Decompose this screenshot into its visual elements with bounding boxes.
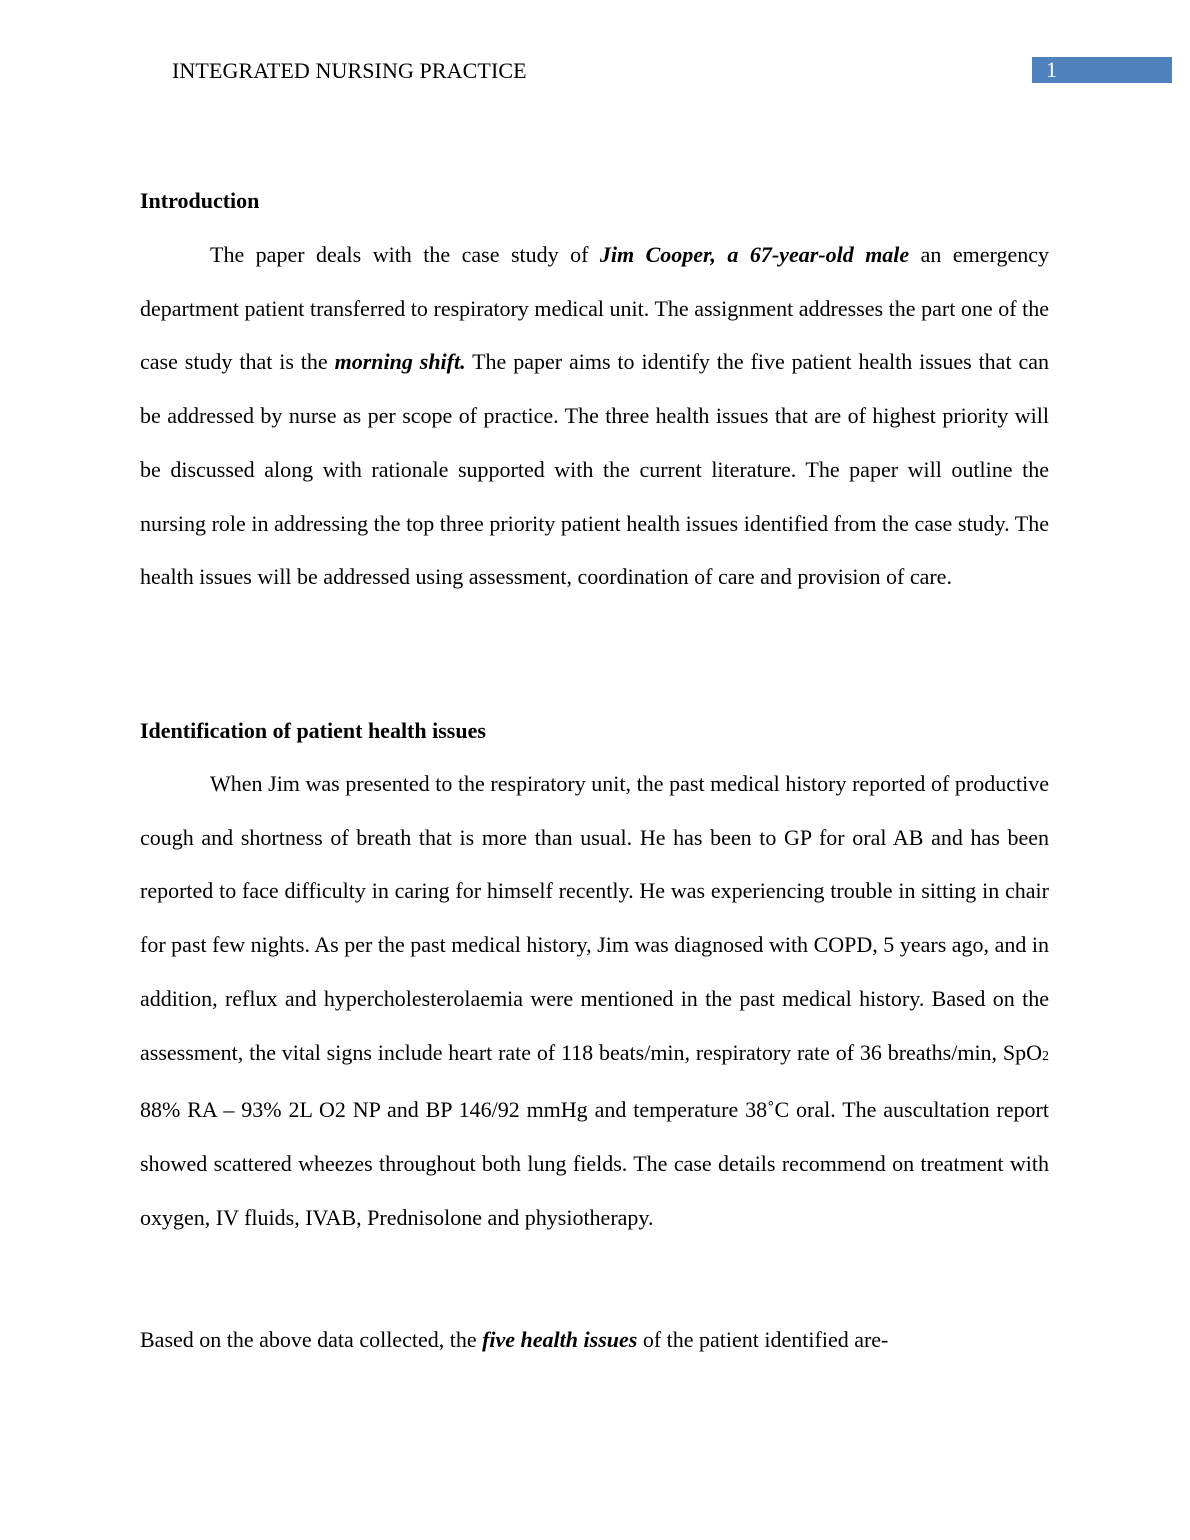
summary-sentence xyxy=(140,1313,1049,1367)
intro-text-2: an emergency department patient transferred to respiratory medical unit. The assignment addresses the part one of the case study that is the xyxy=(140,242,1050,375)
summary-text-2: of the patient identified are- xyxy=(637,1327,889,1352)
patient-name-emphasis: Jim Cooper, a 67-year-old male xyxy=(599,242,910,267)
introduction-paragraph xyxy=(140,228,1049,604)
identification-paragraph xyxy=(140,757,1049,1244)
page-number: 1 xyxy=(1046,57,1057,82)
identification-text-2: 88% RA – 93% 2L O2 NP and BP 146/92 mmHg and temperature 38˚C oral. The auscultation report showed scattered wheezes throughout both lung fields. The case details recommend on treatment with oxygen, IV fluids, IVAB, Prednisolone and physiotherapy. xyxy=(140,1097,1049,1230)
running-header-title: INTEGRATED NURSING PRACTICE xyxy=(172,58,527,83)
five-health-issues-emphasis: five health issues xyxy=(482,1327,638,1352)
introduction-heading: Introduction xyxy=(140,188,260,213)
identification-heading: Identification of patient health issues xyxy=(140,718,486,743)
morning-shift-emphasis: morning shift. xyxy=(334,349,466,375)
spo2-subscript: 2 xyxy=(1042,1048,1049,1064)
identification-text-1: When Jim was presented to the respiratory unit, the past medical history reported of productive cough and shortness of breath that is more than usual. He has been to GP for oral AB and has been reported to face difficulty in caring for himself recently. He was experiencing trouble in sitting in chair for past few nights. As per the past medical history, Jim was diagnosed with COPD, 5 years ago, and in addition, reflux and hypercholesterolaemia were mentioned in the past medical history. Based on the assessment, the vital signs include heart rate of 118 beats/min, respiratory rate of 36 breaths/min, SpO xyxy=(140,771,1049,1065)
intro-text-1: The paper deals with the case study of xyxy=(210,242,600,267)
summary-text-1: Based on the above data collected, the xyxy=(140,1327,483,1352)
page-number-box xyxy=(1032,57,1172,83)
intro-text-3: The paper aims to identify the five patient health issues that can be addressed by nurse as per scope of practice. The three health issues that are of highest priority will be discussed along with rationale supported with the current literature. The paper will outline the nursing role in addressing the top three priority patient health issues identified from the case study. The health issues will be addressed using assessment, coordination of care and provision of care. xyxy=(140,349,1049,590)
